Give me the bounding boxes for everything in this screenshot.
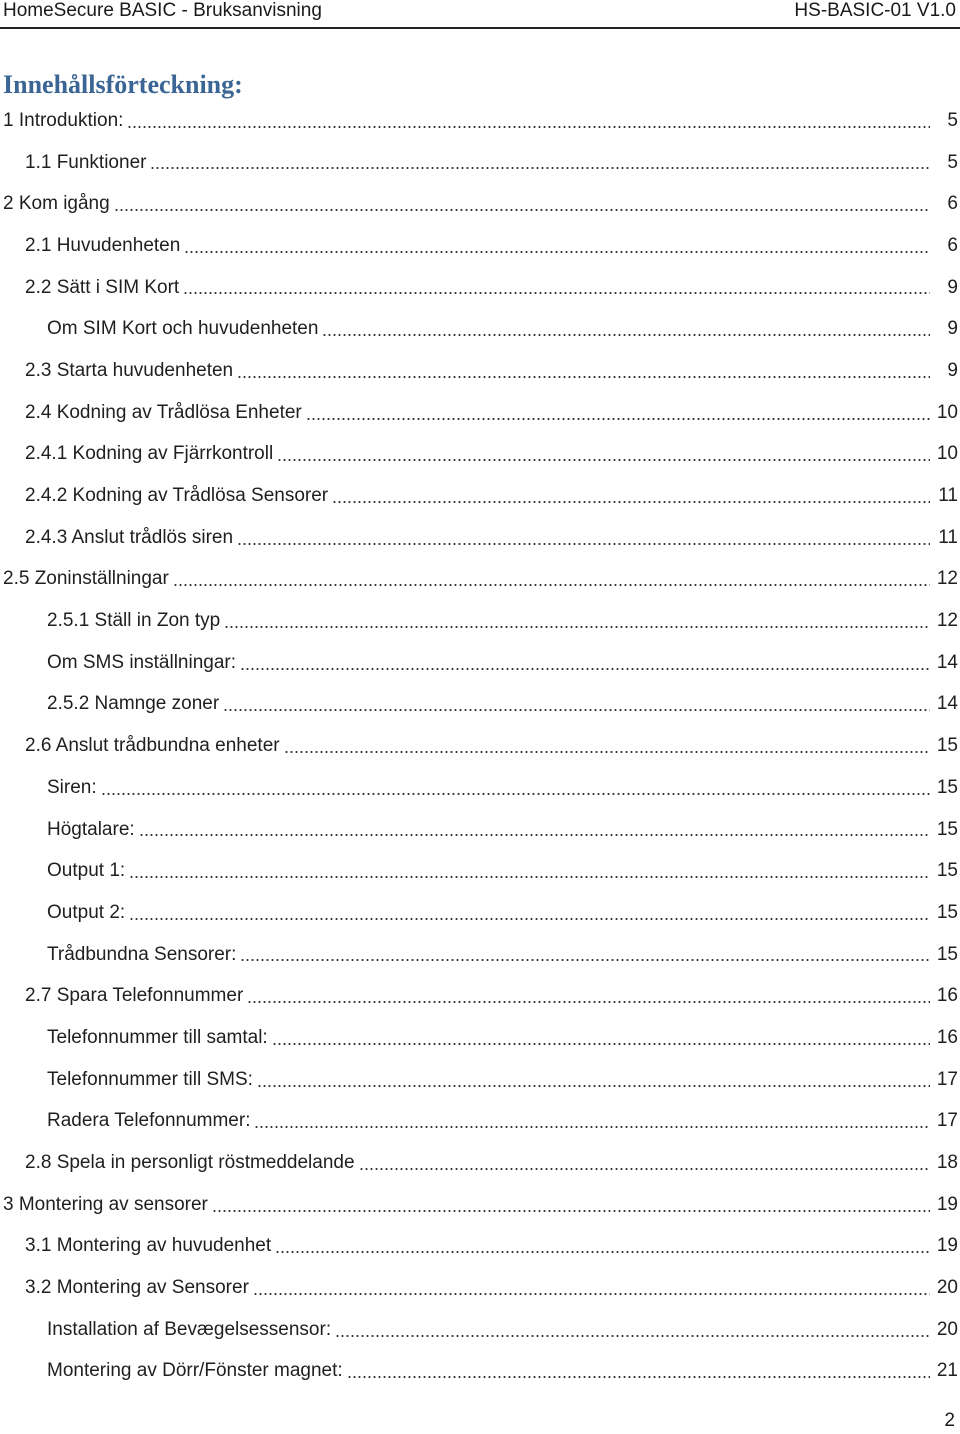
toc-entry-label: Installation af Bevægelsessensor: — [47, 1318, 332, 1340]
toc-entry-page: 11 — [938, 526, 958, 548]
dot-leader — [223, 708, 930, 712]
toc-entry[interactable] — [0, 809, 958, 851]
toc-entry-label: Trådbundna Sensorer: — [47, 943, 237, 965]
page-header — [0, 0, 960, 26]
toc-entry-label: Högtalare: — [47, 818, 135, 840]
toc-entry-page: 15 — [936, 860, 958, 882]
toc-entry-label: Telefonnummer till samtal: — [47, 1026, 268, 1048]
toc-entry-label: 2.5 Zoninställningar — [3, 568, 169, 590]
dot-leader — [322, 333, 930, 337]
toc-entry-page: 6 — [947, 193, 958, 215]
toc-entry[interactable] — [0, 934, 958, 976]
toc-entry[interactable] — [0, 767, 958, 809]
toc-entry-page: 15 — [936, 943, 958, 965]
toc-entry-page: 20 — [936, 1277, 958, 1299]
toc-entry-page: 17 — [936, 1110, 958, 1132]
toc-entry-page: 18 — [936, 1152, 958, 1174]
toc-entry-page: 15 — [936, 776, 958, 798]
toc-entry-page: 21 — [936, 1360, 958, 1382]
dot-leader — [212, 1209, 930, 1213]
dot-leader — [240, 958, 930, 962]
toc-entry-label: 3.2 Montering av Sensorer — [25, 1277, 249, 1299]
toc-entry[interactable] — [0, 308, 958, 350]
toc-entry-label: 2.6 Anslut trådbundna enheter — [25, 735, 280, 757]
toc-entry-label: 2.7 Spara Telefonnummer — [25, 985, 244, 1007]
toc-entry-page: 14 — [936, 693, 958, 715]
toc-entry[interactable] — [0, 475, 958, 517]
toc-entry-page: 5 — [947, 151, 958, 173]
toc-entry[interactable] — [0, 225, 958, 267]
toc-entry-label: Radera Telefonnummer: — [47, 1110, 251, 1132]
toc-entry-page: 15 — [936, 735, 958, 757]
toc-entry[interactable] — [0, 1101, 958, 1143]
toc-entry-label: 2.4.3 Anslut trådlös siren — [25, 526, 234, 548]
toc-entry-label: 1 Introduktion: — [3, 109, 124, 131]
toc-entry-page: 9 — [947, 318, 958, 340]
toc-entry-page: 9 — [947, 359, 958, 381]
toc-entry-page: 12 — [936, 568, 958, 590]
toc-entry-page: 10 — [936, 443, 958, 465]
toc-entry[interactable] — [0, 1309, 958, 1351]
dot-leader — [347, 1375, 930, 1379]
toc-entry[interactable] — [0, 142, 958, 184]
toc-entry-label: Output 2: — [47, 901, 126, 923]
toc-entry-label: 3 Montering av sensorer — [3, 1193, 208, 1215]
toc-entry-page: 9 — [947, 276, 958, 298]
toc-entry-label: 2.8 Spela in personligt röstmeddelande — [25, 1152, 355, 1174]
toc-entry[interactable] — [0, 1351, 958, 1393]
dot-leader — [272, 1042, 930, 1046]
dot-leader — [114, 208, 930, 212]
dot-leader — [257, 1084, 930, 1088]
toc-entry-label: 2.4 Kodning av Trådlösa Enheter — [25, 401, 302, 423]
toc-entry[interactable] — [0, 1267, 958, 1309]
document-version: HS-BASIC-01 V1.0 — [794, 0, 956, 21]
toc-entry-label: 2.5.2 Namnge zoner — [47, 693, 220, 715]
toc-entry[interactable] — [0, 642, 958, 684]
toc-entry[interactable] — [0, 183, 958, 225]
dot-leader — [150, 166, 930, 170]
toc-entry[interactable] — [0, 517, 958, 559]
table-of-contents — [0, 100, 958, 1392]
toc-entry-label: 2.1 Huvudenheten — [25, 234, 181, 256]
toc-entry-label: 3.1 Montering av huvudenhet — [25, 1235, 272, 1257]
toc-entry-page: 12 — [936, 610, 958, 632]
toc-entry[interactable] — [0, 392, 958, 434]
toc-entry-label: Siren: — [47, 776, 97, 798]
toc-entry-page: 19 — [936, 1235, 958, 1257]
toc-entry-label: 1.1 Funktioner — [25, 151, 147, 173]
dot-leader — [284, 750, 930, 754]
dot-leader — [359, 1167, 930, 1171]
dot-leader — [335, 1334, 930, 1338]
toc-entry-label: 2.2 Sätt i SIM Kort — [25, 276, 180, 298]
toc-entry[interactable] — [0, 850, 958, 892]
toc-entry-label: Telefonnummer till SMS: — [47, 1068, 253, 1090]
dot-leader — [237, 542, 930, 546]
dot-leader — [101, 792, 930, 796]
toc-entry-label: Om SMS inställningar: — [47, 651, 237, 673]
toc-entry[interactable] — [0, 684, 958, 726]
dot-leader — [127, 125, 930, 129]
toc-entry-label: 2 Kom igång — [3, 193, 110, 215]
dot-leader — [275, 1250, 930, 1254]
toc-entry[interactable] — [0, 1184, 958, 1226]
dot-leader — [129, 917, 930, 921]
dot-leader — [183, 291, 930, 295]
toc-entry-page: 20 — [936, 1318, 958, 1340]
dot-leader — [129, 875, 930, 879]
toc-entry-label: 2.4.2 Kodning av Trådlösa Sensorer — [25, 485, 329, 507]
toc-entry-page: 16 — [936, 1026, 958, 1048]
dot-leader — [240, 667, 930, 671]
toc-entry[interactable] — [0, 1059, 958, 1101]
toc-entry[interactable] — [0, 725, 958, 767]
toc-entry-label: 2.4.1 Kodning av Fjärrkontroll — [25, 443, 274, 465]
toc-entry[interactable] — [0, 1226, 958, 1268]
toc-entry-page: 10 — [936, 401, 958, 423]
toc-entry-page: 14 — [936, 651, 958, 673]
toc-entry[interactable] — [0, 100, 958, 142]
toc-entry[interactable] — [0, 559, 958, 601]
toc-heading: Innehållsförteckning: — [3, 70, 243, 99]
dot-leader — [332, 500, 930, 504]
toc-entry[interactable] — [0, 892, 958, 934]
dot-leader — [247, 1000, 930, 1004]
page-number: 2 — [944, 1410, 955, 1431]
dot-leader — [237, 375, 930, 379]
toc-entry-page: 11 — [938, 485, 958, 507]
toc-entry[interactable] — [0, 1142, 958, 1184]
header-divider — [0, 27, 960, 29]
toc-entry-label: Output 1: — [47, 860, 126, 882]
toc-entry-label: 2.5.1 Ställ in Zon typ — [47, 610, 221, 632]
toc-entry-label: 2.3 Starta huvudenheten — [25, 359, 234, 381]
toc-entry[interactable] — [0, 975, 958, 1017]
toc-entry[interactable] — [0, 267, 958, 309]
toc-entry-label: Om SIM Kort och huvudenheten — [47, 318, 319, 340]
dot-leader — [254, 1125, 930, 1129]
dot-leader — [184, 250, 930, 254]
dot-leader — [139, 833, 930, 837]
toc-entry-page: 15 — [936, 901, 958, 923]
toc-entry[interactable] — [0, 434, 958, 476]
toc-entry-page: 16 — [936, 985, 958, 1007]
document-title: HomeSecure BASIC - Bruksanvisning — [3, 0, 322, 21]
toc-entry-page: 19 — [936, 1193, 958, 1215]
dot-leader — [306, 417, 930, 421]
toc-entry-page: 17 — [936, 1068, 958, 1090]
toc-entry-label: Montering av Dörr/Fönster magnet: — [47, 1360, 343, 1382]
toc-entry[interactable] — [0, 1017, 958, 1059]
toc-entry-page: 5 — [947, 109, 958, 131]
dot-leader — [277, 458, 930, 462]
toc-entry-page: 15 — [936, 818, 958, 840]
toc-entry[interactable] — [0, 600, 958, 642]
toc-entry[interactable] — [0, 350, 958, 392]
dot-leader — [173, 583, 930, 587]
dot-leader — [253, 1292, 930, 1296]
dot-leader — [224, 625, 930, 629]
toc-entry-page: 6 — [947, 234, 958, 256]
